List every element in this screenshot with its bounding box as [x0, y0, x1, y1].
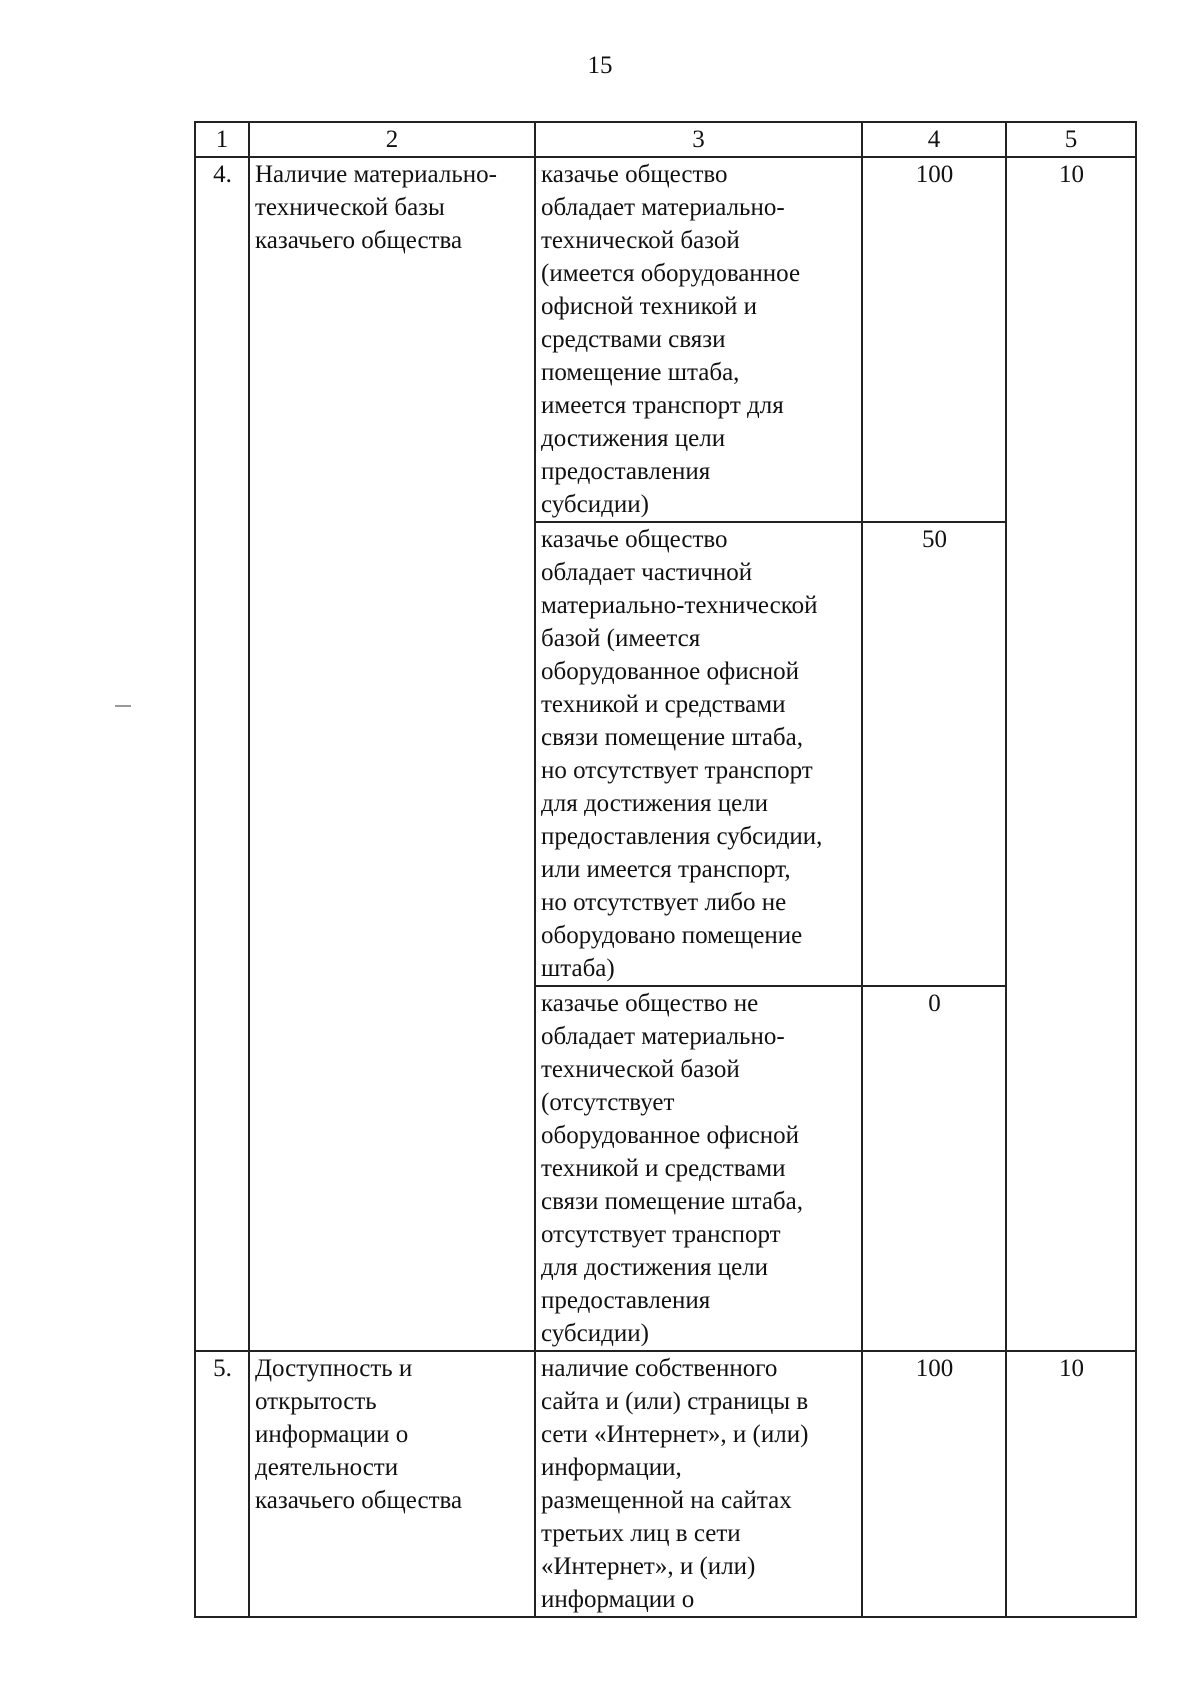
criterion-name: Наличие материально- технической базы казачьего общества	[249, 157, 535, 1351]
column-header: 4	[862, 122, 1006, 157]
criterion-weight: 10	[1006, 157, 1136, 1351]
option-description: наличие собственного сайта и (или) страницы в сети «Интернет», и (или) информации, размещенной на сайтах третьих лиц в сети «Интернет», и (или) информации о	[535, 1351, 862, 1617]
row-number: 4.	[195, 157, 249, 1351]
row-number: 5.	[195, 1351, 249, 1617]
column-header: 1	[195, 122, 249, 157]
table-row	[195, 1351, 1136, 1617]
option-description: казачье общество обладает частичной материально-технической базой (имеется оборудованное офисной техникой и средствами связи помещение штаба, но отсутствует транспорт для достижения цели предоставления субсидии, или имеется транспорт, но отсутствует либо не оборудовано помещение штаба)	[535, 522, 862, 986]
option-description: казачье общество не обладает материально- технической базой (отсутствует оборудованное офисной техникой и средствами связи помещение штаба, отсутствует транспорт для достижения цели предоставления субсидии)	[535, 986, 862, 1351]
option-description: казачье общество обладает материально- технической базой (имеется оборудованное офисной техникой и средствами связи помещение штаба, имеется транспорт для достижения цели предоставления субсидии)	[535, 157, 862, 522]
criteria-table	[194, 121, 1137, 1618]
table-header-row	[195, 122, 1136, 157]
column-header: 5	[1006, 122, 1136, 157]
option-points: 0	[862, 986, 1006, 1351]
page-number: 15	[587, 52, 613, 79]
option-points: 50	[862, 522, 1006, 986]
scan-artifact	[115, 705, 131, 707]
column-header: 2	[249, 122, 535, 157]
option-points: 100	[862, 1351, 1006, 1617]
criterion-weight: 10	[1006, 1351, 1136, 1617]
criterion-name: Доступность и открытость информации о деятельности казачьего общества	[249, 1351, 535, 1617]
option-points: 100	[862, 157, 1006, 522]
column-header: 3	[535, 122, 862, 157]
table-row	[195, 157, 1136, 522]
